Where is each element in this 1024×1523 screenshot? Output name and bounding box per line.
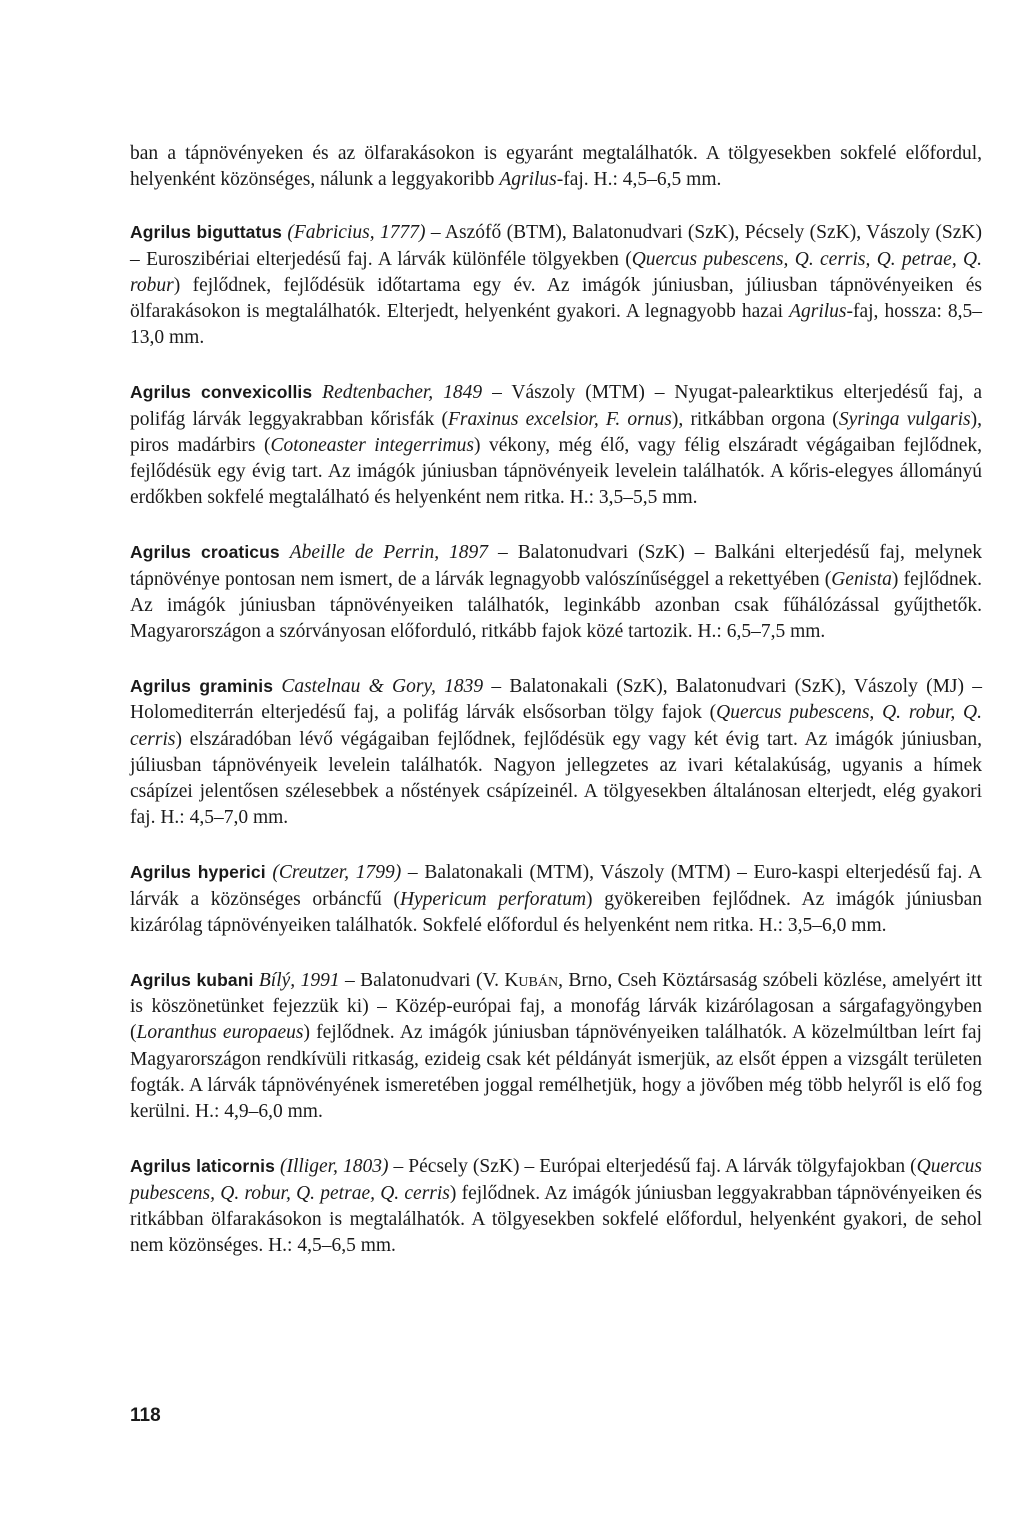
- species-author: Redtenbacher, 1849: [322, 382, 483, 404]
- species-name: Agrilus hyperici: [130, 862, 266, 883]
- intro-text-end: -faj. H.: 4,5–6,5 mm.: [556, 169, 722, 191]
- species-author: Abeille de Perrin, 1897: [289, 542, 489, 564]
- page-number: 118: [130, 1405, 161, 1426]
- description-text: ) fejlődnek. Az imágók júniusban tápnövényeiken találhatók, leginkább azonban csak fűhálózással gyűjthetők. Magyarországon a szórványosan előforduló, ritkább fajok közé tartozik. H.: 6,5–7,5 mm.: [130, 568, 983, 643]
- species-name: Agrilus biguttatus: [130, 222, 283, 243]
- italic-term: Agrilus: [789, 301, 847, 323]
- description-text: ) fejlődnek. Az imágók júniusban leggyakrabban tápnövényeiken és ritkábban ölfarakásokon is megtalálhatók. A tölgyesekben sokfelé előfordul, helyenként gyakori, de sehol nem közönséges. H.: 4,5–6,5 mm.: [130, 1182, 982, 1256]
- species-entry: [130, 859, 982, 939]
- intro-paragraph: [130, 141, 982, 193]
- description-text: , Brno, Cseh Köztársaság szóbeli közlése, amelyért itt is köszönetünket fejezzük ki) – Közép-európai faj, a monofág lárvák kizárólagosan a sárgafagyöngyben (: [130, 970, 983, 1044]
- species-entries: [130, 219, 982, 1259]
- intro-genus: Agrilus: [499, 169, 557, 191]
- description-text: – Balatonudvari (SzK) – Balkáni elterjedésű faj, melynek tápnövénye pontosan nem ismert, de a lárvák legnagyobb valószínűséggel a rekettyében (: [130, 542, 982, 590]
- italic-term: Fraxinus excelsior, F. ornus: [448, 408, 672, 430]
- page-body: [130, 141, 982, 1287]
- italic-term: Hypericum perforatum: [399, 888, 587, 910]
- species-entry: [130, 1153, 982, 1259]
- species-name: Agrilus graminis: [130, 676, 274, 697]
- description-text: ), piros madárbirs (: [130, 408, 982, 456]
- description-text: – Pécsely (SzK) – Európai elterjedésű faj. A lárvák tölgyfajokban (: [388, 1156, 917, 1178]
- italic-term: Cotoneaster integerrimus: [270, 434, 474, 456]
- species-author: (Illiger, 1803): [279, 1156, 389, 1178]
- species-name: Agrilus kubani: [130, 970, 254, 991]
- species-name: Agrilus laticornis: [130, 1156, 275, 1177]
- small-caps-name: Kubán: [504, 970, 559, 992]
- species-entry: [130, 379, 982, 511]
- italic-term: Quercus pubescens, Q. robur, Q. petrae, Q. cerris: [130, 1156, 982, 1204]
- species-entry: [130, 967, 982, 1125]
- description-text: ) gyökereiben fejlődnek. Az imágók júniusban kizárólag tápnövényeiken találhatók. Sokfelé előfordul és helyenként nem ritka. H.: 3,5–6,0 mm.: [130, 888, 982, 936]
- description-text: ) elszáradóban lévő végágaiban fejlődnek, fejlődésük egy vagy két évig tart. Az imágók júniusban, júliusban tápnövényeik levelein találhatók. Nagyon jellegzetes az ivari kétalakúság, ugyanis a hímek csápízei jelentősen szélesebbek a nőstények csápízeinél. A tölgyesekben általánosan elterjedt, elég gyakori faj. H.: 4,5–7,0 mm.: [130, 728, 982, 829]
- species-author: (Fabricius, 1777): [287, 222, 426, 244]
- description-text: -faj, hossza: 8,5–13,0 mm.: [130, 301, 983, 349]
- description-text: – Balatonudvari (V.: [339, 970, 505, 992]
- italic-term: Quercus pubescens, Q. cerris, Q. petrae, Q. robur: [130, 248, 982, 296]
- species-entry: [130, 539, 982, 645]
- species-description: [130, 676, 982, 828]
- description-text: ), ritkábban orgona (: [671, 408, 839, 430]
- species-author: Castelnau & Gory, 1839: [281, 676, 484, 698]
- description-text: – Balatonakali (MTM), Vászoly (MTM) – Euro-kaspi elterjedésű faj. A lárvák a közönséges orbáncfű (: [130, 862, 983, 910]
- description-text: – Balatonakali (SzK), Balatonudvari (SzK), Vászoly (MJ) – Holomediterrán elterjedésű faj, a polifág lárvák elsősorban tölgy fajok (: [130, 676, 983, 724]
- description-text: – Aszófő (BTM), Balatonudvari (SzK), Pécsely (SzK), Vászoly (SzK) – Euroszibériai elterjedésű faj. A lárvák különféle tölgyekben (: [130, 222, 982, 270]
- species-description: [130, 970, 982, 1122]
- intro-text: ban a tápnövényeken és az ölfarakásokon is egyaránt megtalálhatók. A tölgyesekben sokfelé előfordul, helyenként közönséges, nálunk a leggyakoribb: [130, 143, 982, 191]
- species-author: Bílý, 1991: [258, 970, 340, 992]
- italic-term: Loranthus europaeus: [136, 1022, 304, 1044]
- description-text: ) fejlődnek. Az imágók júniusban tápnövényeiken találhatók. A közelmúltban leírt faj Magyarországon rendkívüli ritkaság, ezideig csak két példányát ismerjük, az elsőt éppen a vizsgált területen fogták. A lárvák tápnövényének ismeretében joggal remélhetjük, hogy a jövőben még több helyről is elő fog kerülni. H.: 4,9–6,0 mm.: [130, 1022, 982, 1123]
- description-text: ) fejlődnek, fejlődésük időtartama egy év. Az imágók júniusban, júliusban tápnövényeiken és ölfarakásokon is megtalálhatók. Elterjedt, helyenként gyakori. A legnagyobb hazai: [130, 274, 982, 323]
- description-text: – Vászoly (MTM) – Nyugat-palearktikus elterjedésű faj, a polifág lárvák leggyakrabban kőrisfák (: [130, 382, 982, 430]
- species-name: Agrilus convexicollis: [130, 382, 313, 403]
- italic-term: Genista: [831, 568, 892, 590]
- description-text: ) vékony, még élő, vagy félig elszáradt végágaiban fejlődnek, fejlődésük egy évig tart. Az imágók júniusban tápnövényeik levelein találhatók. A kőris-elegyes állományú erdőkben sokfelé megtalálható és helyenként nem ritka. H.: 3,5–5,5 mm.: [130, 434, 982, 509]
- italic-term: Quercus pubescens, Q. robur, Q. cerris: [130, 702, 982, 750]
- italic-term: Syringa vulgaris: [838, 408, 971, 430]
- species-entry: [130, 673, 982, 831]
- species-author: (Creutzer, 1799): [272, 862, 402, 884]
- species-entry: [130, 219, 982, 351]
- species-name: Agrilus croaticus: [130, 542, 280, 563]
